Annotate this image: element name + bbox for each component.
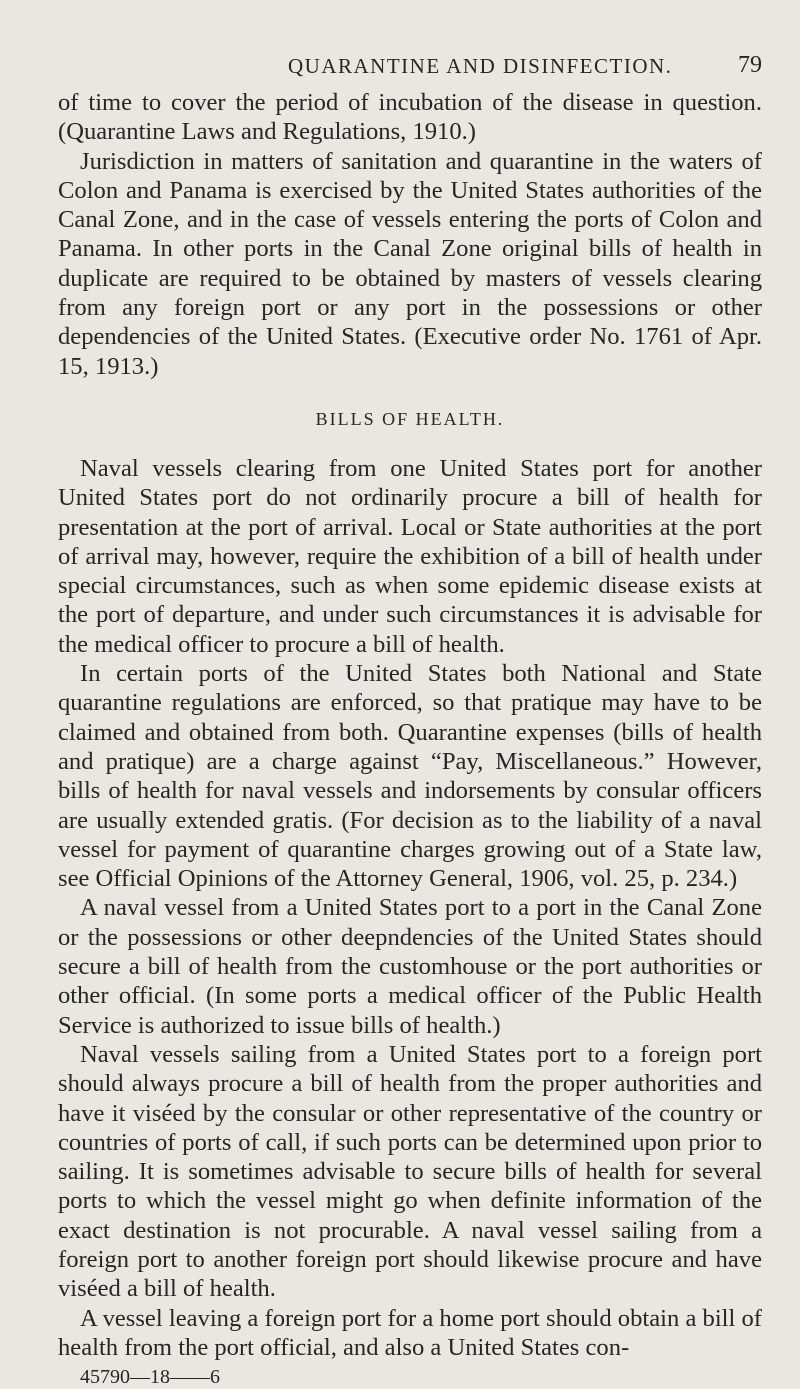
body-paragraph: Naval vessels clearing from one United States port for another United States port do not ordinarily procure a bill of health for presentation at the port of arrival. Local or State authorities at the port of arrival may, however, require the exhibition of a bill of health under special circumstances, such as when some epidemic disease exists at the port of departure, and under such circumstances it is advisable for the medical officer to procure a bill of health. — [58, 454, 762, 658]
intro-continuation-paragraph: of time to cover the period of incubation of the disease in question. (Quarantine Laws and Regulations, 1910.) — [58, 89, 762, 146]
page-number: 79 — [738, 52, 762, 78]
running-head — [58, 48, 762, 88]
printer-signature: 45790—18——6 — [80, 1366, 220, 1389]
body-paragraph: Naval vessels sailing from a United States port to a foreign port should always procure a bill of health from the proper authorities and have it viséed by the consular or other representative of the country or countries of ports of call, if such ports can be determined upon prior to sailing. It is sometimes advisable to secure bills of health for several ports to which the vessel might go when definite information of the exact destination is not procurable. A naval vessel sailing from a foreign port to another foreign port should likewise procure and have viséed a bill of health. — [58, 1040, 762, 1303]
jurisdiction-paragraph: Jurisdiction in matters of sanitation and quarantine in the waters of Colon and Panama is exercised by the United States authorities of the Canal Zone, and in the case of vessels entering the ports of Colon and Panama. In other ports in the Canal Zone original bills of health in duplicate are required to be obtained by masters of vessels clearing from any foreign port or any port in the possessions or other dependencies of the United States. (Executive order No. 1761 of Apr. 15, 1913.) — [58, 147, 762, 380]
section-heading: BILLS OF HEALTH. — [315, 408, 505, 429]
body-paragraph: In certain ports of the United States both National and State quarantine regulations are enforced, so that pratique may have to be claimed and obtained from both. Quarantine expenses (bills of health and pratique) are a charge against “Pay, Miscellaneous.” However, bills of health for naval vessels and indorsements by consular officers are usually extended gratis. (For decision as to the liability of a naval vessel for payment of quarantine charges growing out of a State law, see Official Opinions of the Attorney General, 1906, vol. 25, p. 234.) — [58, 660, 762, 893]
body-paragraph: A vessel leaving a foreign port for a home port should obtain a bill of health from the port official, and also a United States con- — [58, 1304, 762, 1361]
body-paragraph: A naval vessel from a United States port to a port in the Canal Zone or the possessions or other deepndencies of the United States should secure a bill of health from the customhouse or the port authorities or other official. (In some ports a medical officer of the Public Health Service is authorized to issue bills of health.) — [58, 894, 762, 1039]
running-title: QUARANTINE AND DISINFECTION. — [288, 54, 673, 78]
